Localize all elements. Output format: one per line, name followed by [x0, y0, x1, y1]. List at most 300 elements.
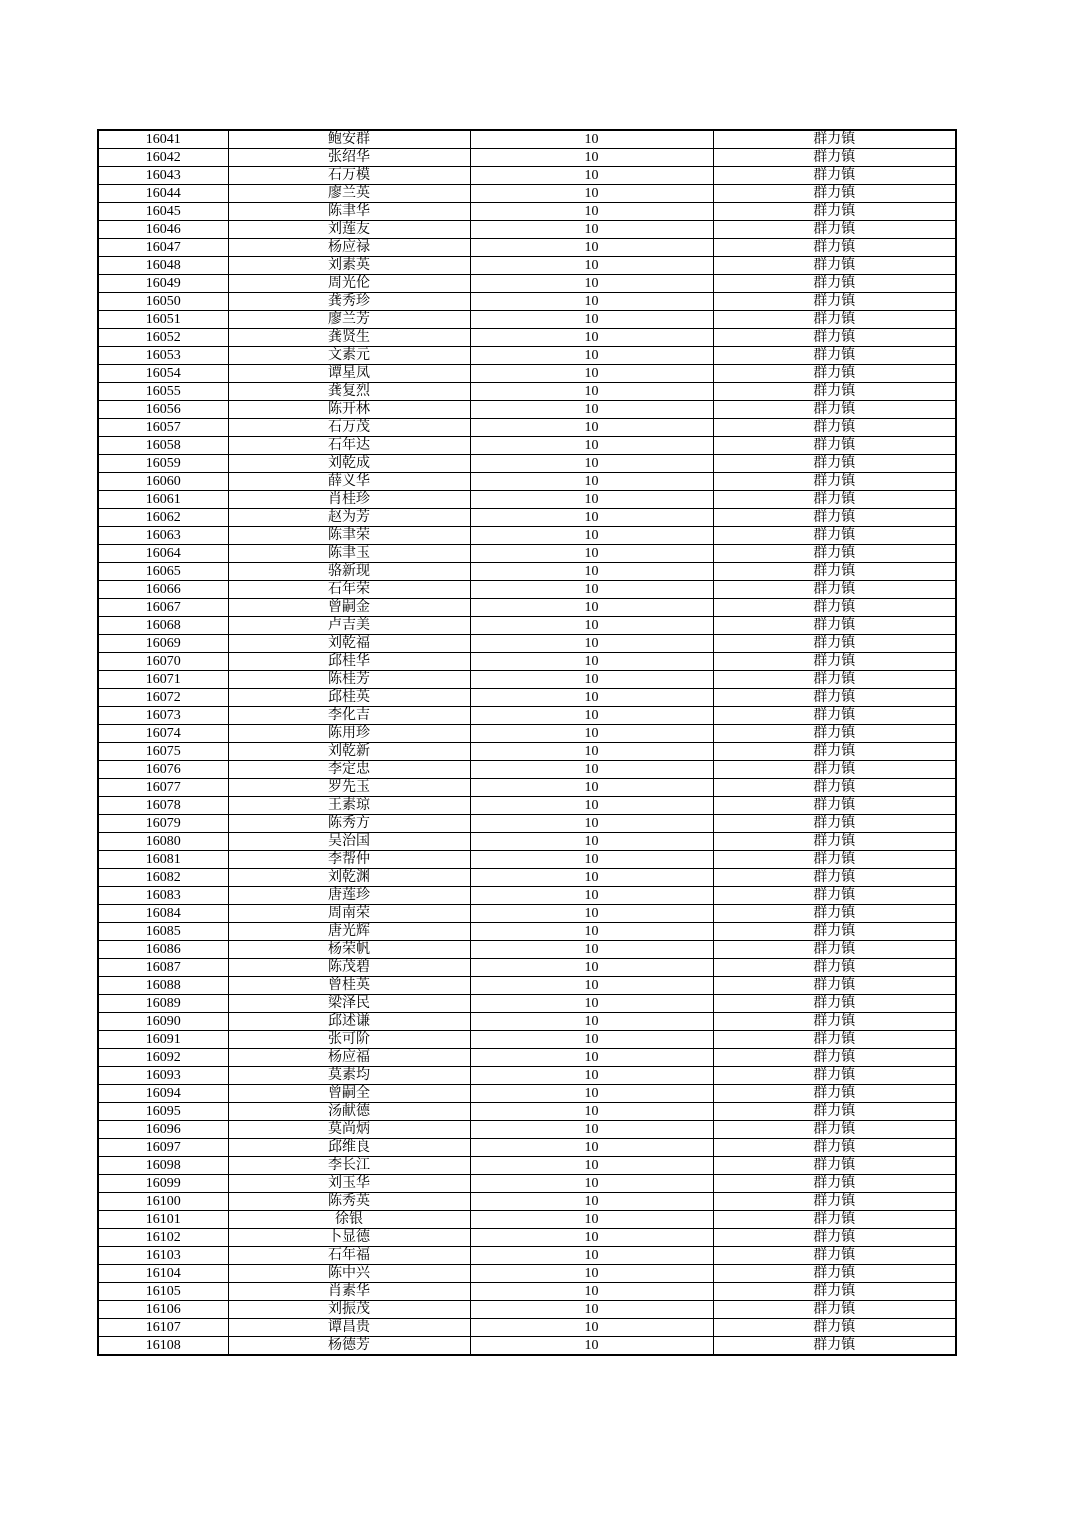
cell-amount: 10 [470, 1139, 713, 1157]
cell-amount: 10 [470, 761, 713, 779]
table-row [98, 707, 956, 725]
cell-amount: 10 [470, 437, 713, 455]
cell-town: 群力镇 [713, 617, 956, 635]
cell-amount: 10 [470, 275, 713, 293]
cell-id: 16099 [98, 1175, 228, 1193]
cell-id: 16069 [98, 635, 228, 653]
cell-amount: 10 [470, 689, 713, 707]
cell-id: 16065 [98, 563, 228, 581]
cell-name: 周光伦 [228, 275, 470, 293]
cell-name: 李定忠 [228, 761, 470, 779]
table-row [98, 545, 956, 563]
cell-name: 陈用珍 [228, 725, 470, 743]
cell-name: 刘乾福 [228, 635, 470, 653]
cell-amount: 10 [470, 1049, 713, 1067]
cell-amount: 10 [470, 563, 713, 581]
table-row [98, 599, 956, 617]
table-row [98, 1085, 956, 1103]
cell-amount: 10 [470, 797, 713, 815]
cell-id: 16059 [98, 455, 228, 473]
cell-town: 群力镇 [713, 1193, 956, 1211]
cell-town: 群力镇 [713, 509, 956, 527]
cell-id: 16054 [98, 365, 228, 383]
cell-town: 群力镇 [713, 887, 956, 905]
cell-name: 石万模 [228, 167, 470, 185]
cell-id: 16074 [98, 725, 228, 743]
cell-id: 16097 [98, 1139, 228, 1157]
cell-name: 陈聿荣 [228, 527, 470, 545]
cell-name: 曾桂英 [228, 977, 470, 995]
table-row [98, 257, 956, 275]
cell-town: 群力镇 [713, 995, 956, 1013]
cell-name: 陈秀方 [228, 815, 470, 833]
cell-amount: 10 [470, 1157, 713, 1175]
cell-id: 16041 [98, 130, 228, 149]
cell-name: 刘乾渊 [228, 869, 470, 887]
cell-town: 群力镇 [713, 743, 956, 761]
cell-name: 文素元 [228, 347, 470, 365]
table-row [98, 1319, 956, 1337]
cell-amount: 10 [470, 527, 713, 545]
cell-town: 群力镇 [713, 491, 956, 509]
cell-id: 16051 [98, 311, 228, 329]
table-row [98, 743, 956, 761]
table-row [98, 329, 956, 347]
cell-amount: 10 [470, 581, 713, 599]
table-row [98, 581, 956, 599]
cell-amount: 10 [470, 1121, 713, 1139]
cell-amount: 10 [470, 185, 713, 203]
table-row [98, 959, 956, 977]
cell-amount: 10 [470, 455, 713, 473]
cell-town: 群力镇 [713, 1121, 956, 1139]
cell-id: 16066 [98, 581, 228, 599]
cell-name: 唐莲珍 [228, 887, 470, 905]
cell-id: 16058 [98, 437, 228, 455]
cell-town: 群力镇 [713, 563, 956, 581]
table-row [98, 491, 956, 509]
cell-town: 群力镇 [713, 1139, 956, 1157]
cell-amount: 10 [470, 1265, 713, 1283]
cell-name: 张可阶 [228, 1031, 470, 1049]
cell-amount: 10 [470, 815, 713, 833]
cell-town: 群力镇 [713, 1211, 956, 1229]
cell-name: 李化吉 [228, 707, 470, 725]
cell-town: 群力镇 [713, 401, 956, 419]
cell-amount: 10 [470, 1175, 713, 1193]
cell-id: 16098 [98, 1157, 228, 1175]
cell-town: 群力镇 [713, 1283, 956, 1301]
cell-name: 邱桂英 [228, 689, 470, 707]
cell-id: 16056 [98, 401, 228, 419]
table-row [98, 221, 956, 239]
cell-id: 16103 [98, 1247, 228, 1265]
cell-amount: 10 [470, 707, 713, 725]
cell-id: 16060 [98, 473, 228, 491]
cell-id: 16045 [98, 203, 228, 221]
table-row [98, 797, 956, 815]
cell-id: 16095 [98, 1103, 228, 1121]
cell-town: 群力镇 [713, 203, 956, 221]
table-row [98, 1175, 956, 1193]
cell-name: 廖兰芳 [228, 311, 470, 329]
cell-name: 卢吉美 [228, 617, 470, 635]
cell-id: 16104 [98, 1265, 228, 1283]
cell-amount: 10 [470, 329, 713, 347]
table-row [98, 419, 956, 437]
table-row [98, 779, 956, 797]
cell-name: 薛义华 [228, 473, 470, 491]
cell-amount: 10 [470, 311, 713, 329]
cell-name: 肖桂珍 [228, 491, 470, 509]
cell-amount: 10 [470, 221, 713, 239]
cell-id: 16046 [98, 221, 228, 239]
cell-amount: 10 [470, 509, 713, 527]
table-row [98, 905, 956, 923]
cell-town: 群力镇 [713, 383, 956, 401]
table-row [98, 239, 956, 257]
table-row [98, 203, 956, 221]
cell-amount: 10 [470, 1337, 713, 1356]
cell-amount: 10 [470, 743, 713, 761]
table-row [98, 1139, 956, 1157]
cell-town: 群力镇 [713, 869, 956, 887]
cell-town: 群力镇 [713, 365, 956, 383]
cell-id: 16080 [98, 833, 228, 851]
cell-name: 廖兰英 [228, 185, 470, 203]
cell-amount: 10 [470, 1229, 713, 1247]
cell-name: 谭星凤 [228, 365, 470, 383]
table-row [98, 1031, 956, 1049]
cell-amount: 10 [470, 473, 713, 491]
cell-id: 16075 [98, 743, 228, 761]
table-row [98, 293, 956, 311]
cell-id: 16044 [98, 185, 228, 203]
cell-id: 16101 [98, 1211, 228, 1229]
cell-amount: 10 [470, 905, 713, 923]
cell-name: 王素琼 [228, 797, 470, 815]
cell-amount: 10 [470, 833, 713, 851]
cell-name: 刘乾新 [228, 743, 470, 761]
cell-id: 16057 [98, 419, 228, 437]
table-row [98, 1247, 956, 1265]
cell-town: 群力镇 [713, 1229, 956, 1247]
table-row [98, 527, 956, 545]
cell-town: 群力镇 [713, 779, 956, 797]
cell-town: 群力镇 [713, 833, 956, 851]
cell-id: 16049 [98, 275, 228, 293]
cell-name: 刘乾成 [228, 455, 470, 473]
cell-id: 16085 [98, 923, 228, 941]
cell-town: 群力镇 [713, 1301, 956, 1319]
cell-town: 群力镇 [713, 1337, 956, 1356]
table-row [98, 923, 956, 941]
cell-town: 群力镇 [713, 1103, 956, 1121]
cell-name: 卜显德 [228, 1229, 470, 1247]
cell-id: 16088 [98, 977, 228, 995]
cell-amount: 10 [470, 347, 713, 365]
table-row [98, 185, 956, 203]
cell-amount: 10 [470, 130, 713, 149]
cell-town: 群力镇 [713, 1031, 956, 1049]
table-row [98, 851, 956, 869]
cell-id: 16067 [98, 599, 228, 617]
cell-name: 李帮仲 [228, 851, 470, 869]
cell-name: 李长江 [228, 1157, 470, 1175]
cell-amount: 10 [470, 653, 713, 671]
cell-amount: 10 [470, 977, 713, 995]
table-row [98, 941, 956, 959]
cell-amount: 10 [470, 1085, 713, 1103]
table-row [98, 1193, 956, 1211]
cell-id: 16042 [98, 149, 228, 167]
cell-town: 群力镇 [713, 1013, 956, 1031]
cell-name: 龚秀珍 [228, 293, 470, 311]
cell-id: 16068 [98, 617, 228, 635]
cell-amount: 10 [470, 293, 713, 311]
cell-id: 16100 [98, 1193, 228, 1211]
table-row [98, 833, 956, 851]
cell-town: 群力镇 [713, 437, 956, 455]
cell-name: 汤献德 [228, 1103, 470, 1121]
cell-amount: 10 [470, 1211, 713, 1229]
cell-name: 龚贤生 [228, 329, 470, 347]
cell-amount: 10 [470, 923, 713, 941]
cell-town: 群力镇 [713, 1157, 956, 1175]
cell-name: 莫素均 [228, 1067, 470, 1085]
cell-id: 16083 [98, 887, 228, 905]
cell-id: 16063 [98, 527, 228, 545]
cell-amount: 10 [470, 203, 713, 221]
cell-town: 群力镇 [713, 239, 956, 257]
cell-town: 群力镇 [713, 167, 956, 185]
cell-town: 群力镇 [713, 275, 956, 293]
table-row [98, 1157, 956, 1175]
cell-id: 16053 [98, 347, 228, 365]
table-row [98, 869, 956, 887]
cell-town: 群力镇 [713, 959, 956, 977]
cell-town: 群力镇 [713, 941, 956, 959]
cell-town: 群力镇 [713, 527, 956, 545]
cell-id: 16093 [98, 1067, 228, 1085]
cell-amount: 10 [470, 545, 713, 563]
cell-name: 刘振茂 [228, 1301, 470, 1319]
cell-id: 16102 [98, 1229, 228, 1247]
cell-name: 刘莲友 [228, 221, 470, 239]
cell-name: 梁泽民 [228, 995, 470, 1013]
cell-town: 群力镇 [713, 130, 956, 149]
cell-amount: 10 [470, 959, 713, 977]
cell-amount: 10 [470, 725, 713, 743]
cell-name: 陈聿华 [228, 203, 470, 221]
cell-town: 群力镇 [713, 977, 956, 995]
cell-name: 骆新现 [228, 563, 470, 581]
cell-id: 16105 [98, 1283, 228, 1301]
cell-id: 16043 [98, 167, 228, 185]
cell-amount: 10 [470, 851, 713, 869]
table-row [98, 1301, 956, 1319]
cell-id: 16076 [98, 761, 228, 779]
cell-name: 陈聿玉 [228, 545, 470, 563]
cell-town: 群力镇 [713, 725, 956, 743]
cell-id: 16064 [98, 545, 228, 563]
cell-name: 龚复烈 [228, 383, 470, 401]
cell-name: 徐银 [228, 1211, 470, 1229]
cell-name: 石年福 [228, 1247, 470, 1265]
cell-name: 刘玉华 [228, 1175, 470, 1193]
table-row [98, 1121, 956, 1139]
cell-name: 罗先玉 [228, 779, 470, 797]
cell-town: 群力镇 [713, 1175, 956, 1193]
table-row [98, 815, 956, 833]
cell-amount: 10 [470, 869, 713, 887]
cell-name: 张绍华 [228, 149, 470, 167]
table-row [98, 1211, 956, 1229]
cell-id: 16082 [98, 869, 228, 887]
cell-name: 陈桂芳 [228, 671, 470, 689]
table-row [98, 149, 956, 167]
cell-town: 群力镇 [713, 1319, 956, 1337]
table-row [98, 1067, 956, 1085]
cell-id: 16081 [98, 851, 228, 869]
cell-town: 群力镇 [713, 599, 956, 617]
cell-name: 石万茂 [228, 419, 470, 437]
table-row [98, 617, 956, 635]
table-body [98, 130, 956, 1355]
cell-town: 群力镇 [713, 923, 956, 941]
table-row [98, 437, 956, 455]
cell-id: 16079 [98, 815, 228, 833]
cell-town: 群力镇 [713, 329, 956, 347]
table-row [98, 455, 956, 473]
table-row [98, 130, 956, 149]
table-row [98, 383, 956, 401]
table-row [98, 347, 956, 365]
table-row [98, 725, 956, 743]
cell-amount: 10 [470, 383, 713, 401]
cell-id: 16084 [98, 905, 228, 923]
cell-amount: 10 [470, 365, 713, 383]
cell-town: 群力镇 [713, 257, 956, 275]
cell-name: 谭昌贵 [228, 1319, 470, 1337]
cell-town: 群力镇 [713, 761, 956, 779]
cell-amount: 10 [470, 1031, 713, 1049]
cell-town: 群力镇 [713, 689, 956, 707]
cell-amount: 10 [470, 995, 713, 1013]
cell-amount: 10 [470, 1103, 713, 1121]
cell-amount: 10 [470, 779, 713, 797]
table-row [98, 887, 956, 905]
cell-id: 16073 [98, 707, 228, 725]
cell-town: 群力镇 [713, 221, 956, 239]
table-row [98, 995, 956, 1013]
cell-id: 16089 [98, 995, 228, 1013]
cell-name: 陈中兴 [228, 1265, 470, 1283]
cell-name: 莫尚炳 [228, 1121, 470, 1139]
cell-id: 16090 [98, 1013, 228, 1031]
cell-name: 周南荣 [228, 905, 470, 923]
cell-name: 曾嗣全 [228, 1085, 470, 1103]
cell-id: 16091 [98, 1031, 228, 1049]
cell-name: 邱述谦 [228, 1013, 470, 1031]
cell-id: 16048 [98, 257, 228, 275]
data-table [97, 129, 957, 1356]
cell-id: 16062 [98, 509, 228, 527]
cell-id: 16107 [98, 1319, 228, 1337]
cell-amount: 10 [470, 1283, 713, 1301]
cell-id: 16050 [98, 293, 228, 311]
cell-id: 16106 [98, 1301, 228, 1319]
table-row [98, 1283, 956, 1301]
cell-town: 群力镇 [713, 635, 956, 653]
cell-town: 群力镇 [713, 653, 956, 671]
cell-town: 群力镇 [713, 581, 956, 599]
table-row [98, 1337, 956, 1356]
table-row [98, 689, 956, 707]
table-row [98, 401, 956, 419]
cell-name: 杨荣帆 [228, 941, 470, 959]
table-row [98, 509, 956, 527]
cell-id: 16070 [98, 653, 228, 671]
cell-id: 16108 [98, 1337, 228, 1356]
cell-town: 群力镇 [713, 311, 956, 329]
cell-town: 群力镇 [713, 707, 956, 725]
cell-amount: 10 [470, 941, 713, 959]
cell-name: 邱桂华 [228, 653, 470, 671]
cell-amount: 10 [470, 257, 713, 275]
cell-id: 16078 [98, 797, 228, 815]
cell-name: 曾嗣金 [228, 599, 470, 617]
cell-amount: 10 [470, 1193, 713, 1211]
cell-name: 吴治国 [228, 833, 470, 851]
cell-amount: 10 [470, 1301, 713, 1319]
cell-amount: 10 [470, 491, 713, 509]
table-row [98, 563, 956, 581]
cell-id: 16047 [98, 239, 228, 257]
table-row [98, 275, 956, 293]
cell-id: 16061 [98, 491, 228, 509]
cell-id: 16086 [98, 941, 228, 959]
cell-name: 肖素华 [228, 1283, 470, 1301]
cell-amount: 10 [470, 1319, 713, 1337]
cell-amount: 10 [470, 635, 713, 653]
cell-amount: 10 [470, 887, 713, 905]
cell-name: 鲍安群 [228, 130, 470, 149]
cell-name: 赵为芳 [228, 509, 470, 527]
cell-name: 石年达 [228, 437, 470, 455]
cell-town: 群力镇 [713, 455, 956, 473]
table-row [98, 1013, 956, 1031]
cell-amount: 10 [470, 1247, 713, 1265]
cell-id: 16087 [98, 959, 228, 977]
table-row [98, 365, 956, 383]
cell-name: 刘素英 [228, 257, 470, 275]
table-row [98, 977, 956, 995]
cell-name: 杨应福 [228, 1049, 470, 1067]
table-row [98, 311, 956, 329]
cell-town: 群力镇 [713, 671, 956, 689]
table-row [98, 1229, 956, 1247]
cell-town: 群力镇 [713, 473, 956, 491]
cell-amount: 10 [470, 617, 713, 635]
table-row [98, 653, 956, 671]
table-row [98, 1049, 956, 1067]
cell-town: 群力镇 [713, 905, 956, 923]
cell-id: 16071 [98, 671, 228, 689]
cell-town: 群力镇 [713, 347, 956, 365]
cell-town: 群力镇 [713, 1049, 956, 1067]
table-row [98, 167, 956, 185]
